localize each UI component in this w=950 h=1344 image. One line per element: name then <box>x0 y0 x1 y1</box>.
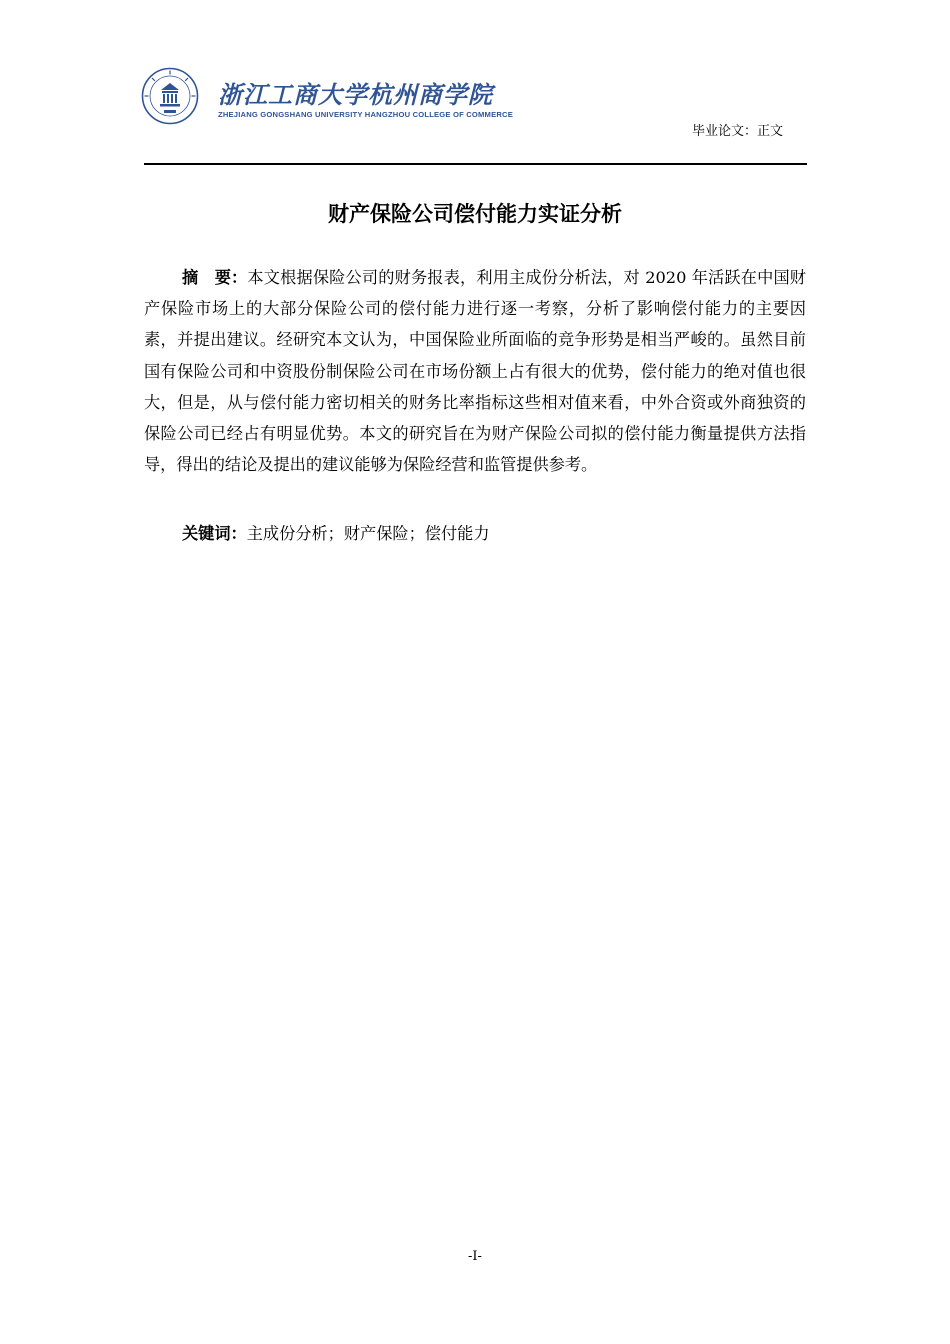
keywords-text: 主成份分析；财产保险；偿付能力 <box>246 524 490 543</box>
thesis-title: 财产保险公司偿付能力实证分析 <box>328 202 622 226</box>
abstract-paragraph <box>144 262 806 480</box>
page-number: -I- <box>468 1249 482 1264</box>
keywords-label: 关键词： <box>182 524 247 543</box>
abstract-label: 摘 要： <box>182 268 248 287</box>
thesis-section-note: 毕业论文：正文 <box>691 124 783 139</box>
university-name-cn: 浙江工商大学杭州商学院 <box>218 80 493 109</box>
university-seal-logo <box>141 67 199 125</box>
university-wordmark <box>218 80 518 120</box>
keywords-paragraph <box>144 518 806 549</box>
header-divider <box>144 163 807 165</box>
abstract-text: 本文根据保险公司的财务报表，利用主成份分析法，对 2020 年活跃在中国财产保险市场上的大部分保险公司的偿付能力进行逐一考察，分析了影响偿付能力的主要因素，并提出建议。经研究本文认为，中国保险业所面临的竞争形势是相当严峻的。虽然目前国有保险公司和中资股份制保险公司在市场份额上占有很大的优势，偿付能力的绝对值也很大，但是，从与偿付能力密切相关的财务比率指标这些相对值来看，中外合资或外商独资的保险公司已经占有明显优势。本文的研究旨在为财产保险公司拟的偿付能力衡量提供方法指导，得出的结论及提出的建议能够为保险经营和监管提供参考。 <box>144 268 806 475</box>
university-name-en: ZHEJIANG GONGSHANG UNIVERSITY HANGZHOU COLLEGE OF COMMERCE <box>218 110 513 119</box>
